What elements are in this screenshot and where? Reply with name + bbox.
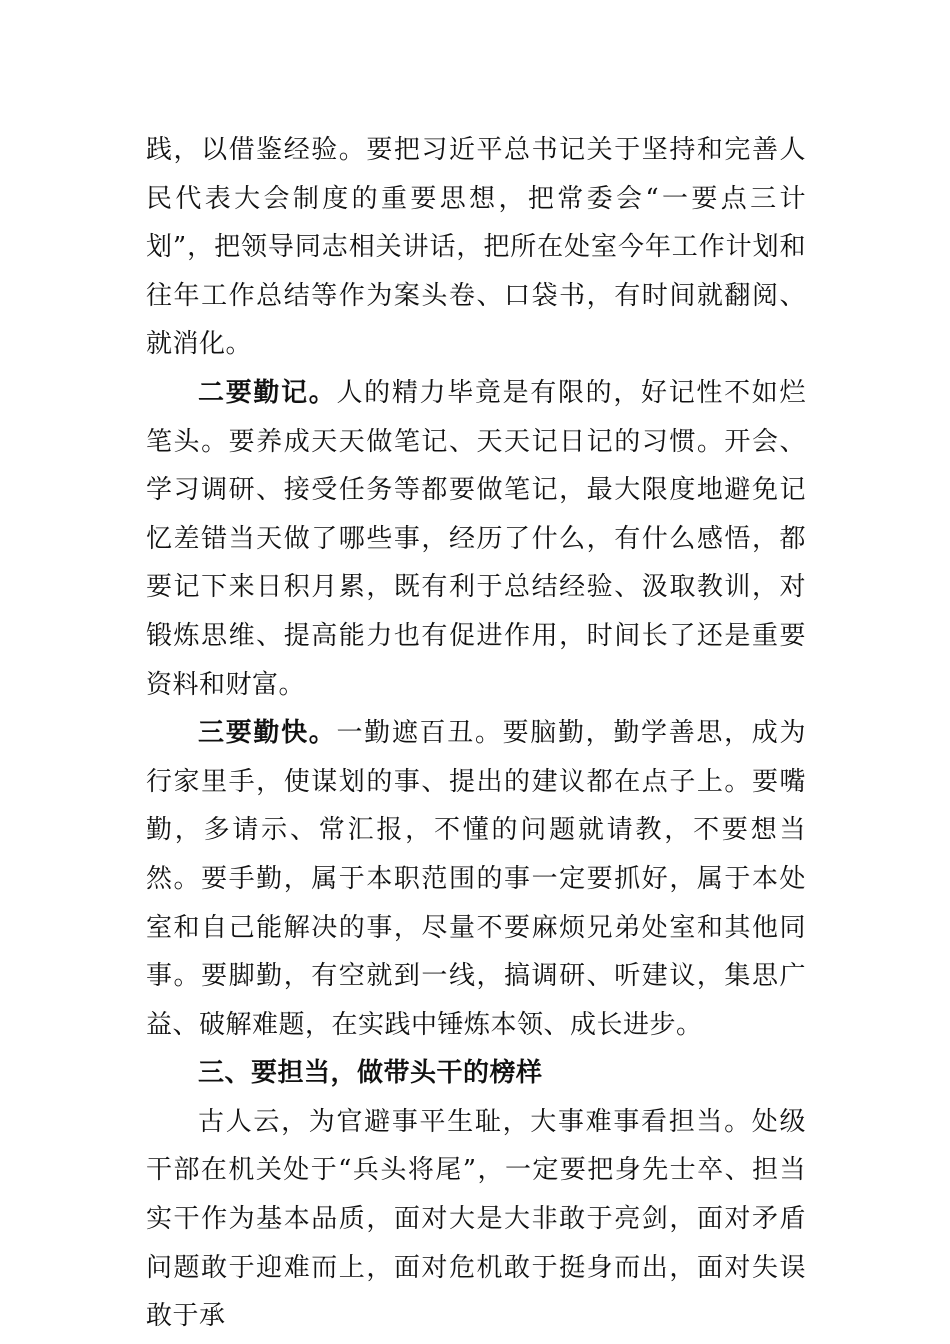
document-body [146,126,806,1341]
paragraph-diligent-notes [146,369,806,709]
paragraph-body-diligent-notes: 人的精力毕竟是有限的，好记性不如烂笔头。要养成天天做笔记、天天记日记的习惯。开会、学习调研、接受任务等都要做笔记，最大限度地避免记忆差错当天做了哪些事，经历了什么，有什么感悟，都要记下来日积月累，既有利于总结经验、汲取教训，对锻炼思维、提高能力也有促进作用，时间长了还是重要资料和财富。 [146,377,806,700]
paragraph-responsibility: 古人云，为官避事平生耻，大事难事看担当。处级干部在机关处于“兵头将尾”，一定要把身先士卒、担当实干作为基本品质，面对大是大非敢于亮剑，面对矛盾问题敢于迎难而上，面对危机敢于挺身而出，面对失误敢于承 [146,1106,806,1332]
paragraph-diligent-action [146,709,806,1049]
section-heading: 三、要担当，做带头干的榜样 [198,1058,543,1089]
paragraph-continuation: 践，以借鉴经验。要把习近平总书记关于坚持和完善人民代表大会制度的重要思想，把常委会“一要点三计划”，把领导同志相关讲话，把所在处室今年工作计划和往年工作总结等作为案头卷、口袋书，有时间就翻阅、就消化。 [146,135,806,360]
paragraph-lead-diligent-notes: 二要勤记。 [198,377,337,408]
paragraph-body-diligent-action: 一勤遮百丑。要脑勤，勤学善思，成为行家里手，使谋划的事、提出的建议都在点子上。要嘴勤，多请示、常汇报，不懂的问题就请教，不要想当然。要手勤，属于本职范围的事一定要抓好，属于本处室和自己能解决的事，尽量不要麻烦兄弟处室和其他同事。要脚勤，有空就到一线，搞调研、听建议，集思广益、破解难题，在实践中锤炼本领、成长进步。 [146,718,806,1040]
paragraph-lead-diligent-action: 三要勤快。 [198,718,337,749]
